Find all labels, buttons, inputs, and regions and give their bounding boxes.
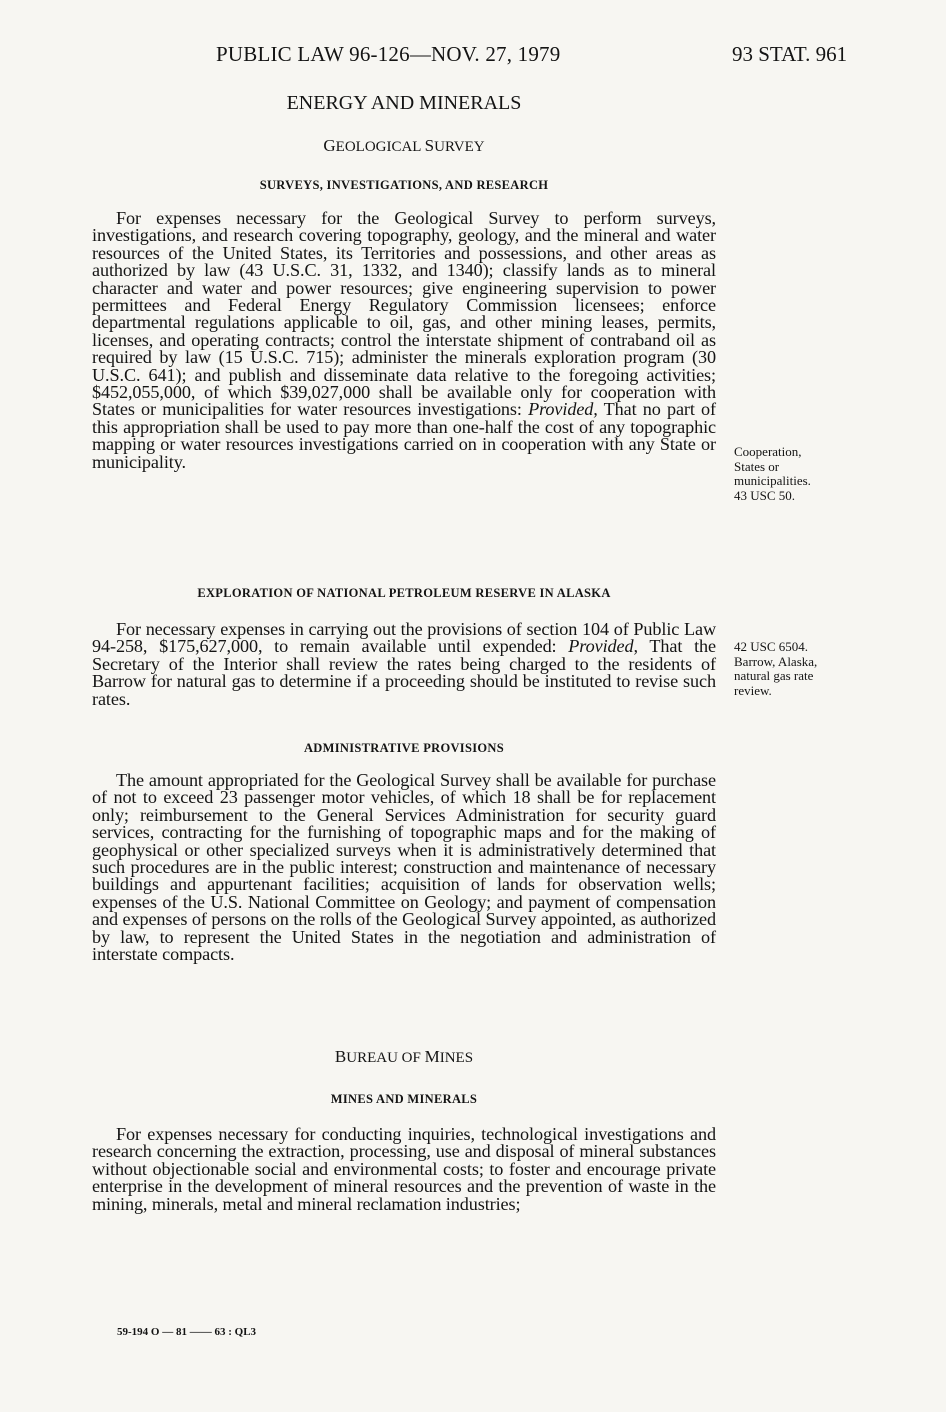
- margin-note-cooperation: Cooperation, States or municipalities. 43 USC 50.: [734, 444, 811, 503]
- geological-survey-heading: GEOLOGICAL SURVEY: [323, 136, 485, 155]
- margin-note-barrow: 42 USC 6504. Barrow, Alaska, natural gas rate review.: [734, 639, 818, 698]
- bleed-through-texture: [690, 90, 890, 104]
- section-title: ENERGY AND MINERALS: [286, 92, 522, 114]
- administrative-paragraph: The amount appropriated for the Geological Survey shall be available for purchase of not to exceed 23 passenger motor vehicles, of which 18 shall be for replacement only; reimbursement to the General Services Administration for security guard services, contracting for the furnishing of topographic maps and for the making of geophysical or other specialized surveys when it is administratively determined that such procedures are in the public interest; construction and maintenance of necessary buildings and appurtenant facilities; acquisition of lands for observation wells; expenses of the U.S. National Committee on Geology; and payment of compensation and expenses of persons on the rolls of the Geological Survey appointed, as authorized by law, to represent the United States in the negotiation and administration of interstate compacts.: [92, 770, 716, 965]
- geological-survey-paragraph: For expenses necessary for the Geological Survey to perform surveys, investigations, and research covering topography, geology, and the mineral and water resources of the United States, its Territories and possessions, and other areas as authorized by law (43 U.S.C. 31, 1332, and 1340); classify lands as to mineral character and water and power resources; give engineering supervision to power permittees and Federal Energy Regulatory Commission licensees; enforce departmental regulations applicable to oil, gas, and other mining leases, permits, licenses, and operating contracts; control the interstate shipment of contraband oil as required by law (15 U.S.C. 715); administer the minerals exploration program (30 U.S.C. 641); and publish and disseminate data relative to the foregoing activities; $452,055,000, of which $39,027,000 shall be available only for cooperation with States or municipalities for water resources investigations: Provided, That no part of this appropriation shall be used to pay more than one-half the cost of any topographic mapping or water resources investigations carried on in cooperation with any State or municipality.: [92, 208, 717, 472]
- mines-and-minerals-subheading: MINES AND MINERALS: [330, 1092, 478, 1106]
- bureau-of-mines-paragraph: For expenses necessary for conducting inquiries, technological investigations and research concerning the extraction, processing, use and disposal of mineral substances without objectionable social and environmental costs; to foster and encourage private enterprise in the development of mineral resources and the prevention of waste in the mining, minerals, metal and mineral reclamation industries;: [92, 1124, 716, 1214]
- alaska-paragraph: For necessary expenses in carrying out the provisions of section 104 of Public Law 94-258, $175,627,000, to remain available until expended: Provided, That the Secretary of the Interior shall review the rates being charged to the residents of Barrow for natural gas to determine if a proceeding should be instituted to revise such rates.: [92, 619, 717, 709]
- page-number: 93 STAT. 961: [732, 42, 848, 66]
- running-header: PUBLIC LAW 96-126—NOV. 27, 1979: [216, 42, 561, 66]
- administrative-subheading: ADMINISTRATIVE PROVISIONS: [303, 741, 504, 755]
- alaska-subheading: EXPLORATION OF NATIONAL PETROLEUM RESERVE IN ALASKA: [197, 586, 611, 600]
- surveys-subheading: SURVEYS, INVESTIGATIONS, AND RESEARCH: [259, 178, 549, 192]
- bureau-of-mines-heading: BUREAU OF MINES: [334, 1047, 474, 1066]
- print-footer: 59-194 O — 81 —— 63 : QL3: [117, 1326, 257, 1338]
